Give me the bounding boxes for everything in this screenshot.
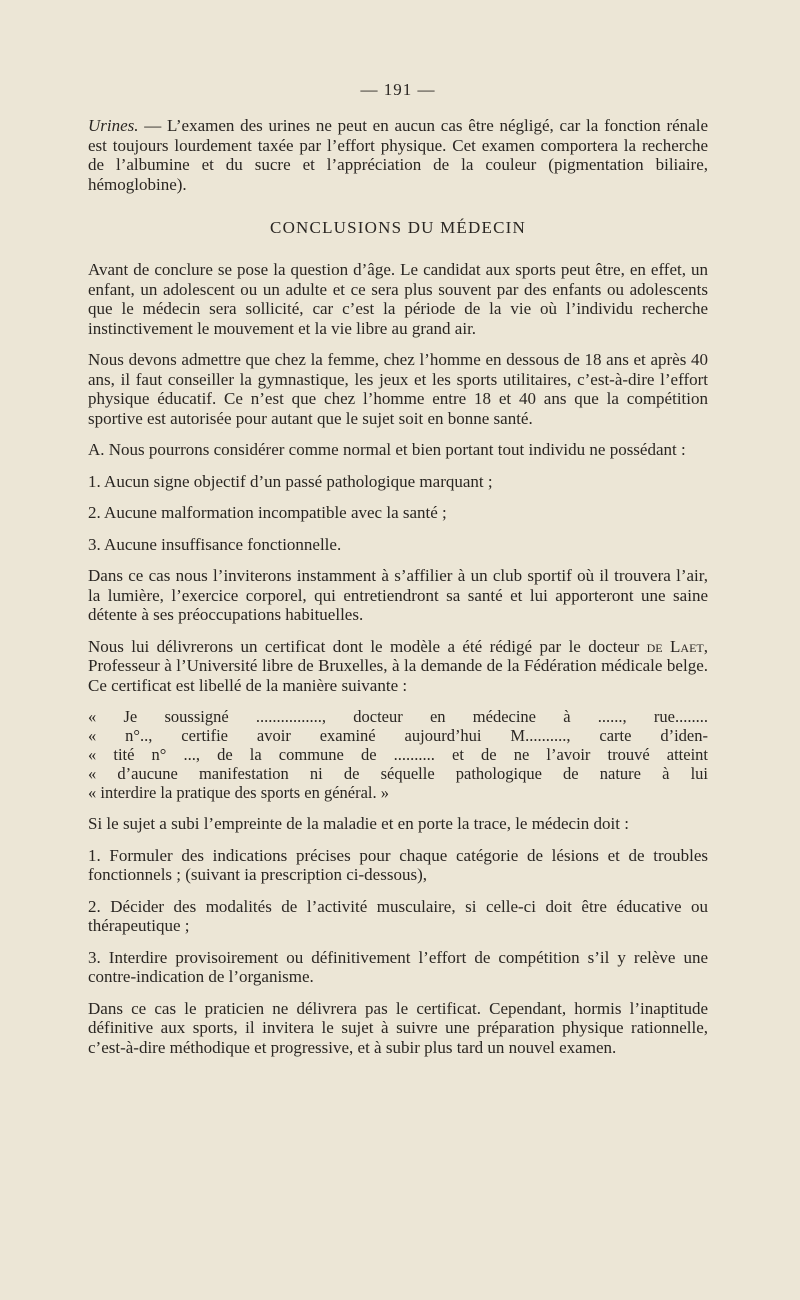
paragraph-a-intro: A. Nous pourrons considérer comme normal et bien portant tout individu ne possédant : [88,440,686,459]
list-a-item-3: 3. Aucune insuffisance fonctionnelle. [88,534,342,554]
section-title: CONCLUSIONS DU MÉDECIN [270,218,526,237]
list-a-item-1: 1. Aucun signe objectif d’un passé pathologique marquant ; [88,471,493,491]
paragraph-admettre: Nous devons admettre que chez la femme, chez l’homme en dessous de 18 ans et après 40 ans, il faut conseiller la gymnastique, les jeux et les sports utilitaires, c’est-à-dire l’effort physique éducatif. Ce n’est que chez l’homme entre 18 et 40 ans que la compétition sportive est autorisée pour autant que le sujet soit en bonne santé. [88,350,708,428]
paragraph-praticien: Dans ce cas le praticien ne délivrera pas le certificat. Cependant, hormis l’inaptitude définitive aux sports, il invitera le sujet à suivre une préparation physique rationnelle, c’est-à-dire méthodique et progressive, et à subir plus tard un nouvel examen. [88,998,708,1057]
certificate-template [88,707,708,802]
urines-lead: Urines. [88,116,139,135]
certificate-line-1: « Je soussigné ................, docteur en médecine à ......, rue........ [88,707,708,726]
paragraph-inviterons: Dans ce cas nous l’inviterons instamment à s’affilier à un club sportif où il trouvera l’air, la lumière, l’exercice corporel, qui entretiendront sa santé et lui apporteront une saine détente à ses préoccupations habituelles. [88,566,708,624]
certificat-text-b: , Professeur à l’Université libre de Bruxelles, à la demande de la Fédération médicale belge. Ce certificat est libellé de la manière suivante : [88,636,708,695]
certificate-line-5: « interdire la pratique des sports en général. » [88,783,390,802]
certificate-line-2: « n°.., certifie avoir examiné aujourd’hui M.........., carte d’iden- [88,726,708,745]
paragraph-age: Avant de conclure se pose la question d’âge. Le candidat aux sports peut être, en effet, un enfant, un adolescent ou un adulte et ce sera plus souvent par des enfants ou adolescents que le médecin sera sollicité, car c’est la période de la vie où l’individu recherche instinctivement le mouvement et la vie libre au grand air. [88,260,708,338]
list-a-item-2: 2. Aucune malformation incompatible avec la santé ; [88,503,447,522]
certificate-line-4: « d’aucune manifestation ni de séquelle pathologique de nature à lui [88,764,708,783]
urines-text: — L’examen des urines ne peut en aucun cas être négligé, car la fonction rénale est toujours lourdement taxée par l’effort physique. Cet examen comportera la recherche de l’albumine et du sucre et l’appréciation de la couleur (pigmentation biliaire, hémoglobine). [88,116,708,194]
list-b-item-2: 2. Décider des modalités de l’activité musculaire, si celle-ci doit être éducative ou thérapeutique ; [88,896,708,935]
paragraph-empreinte: Si le sujet a subi l’empreinte de la maladie et en porte la trace, le médecin doit : [88,814,629,833]
certificat-text-a: Nous lui délivrerons un certificat dont le modèle a été rédigé par le docteur [88,636,647,656]
author-name: de Laet [646,636,704,656]
list-b-item-3: 3. Interdire provisoirement ou définitivement l’effort de compétition s’il y relève une contre-indication de l’organisme. [88,947,708,986]
page-number: — 191 — [360,80,436,99]
list-b-item-1: 1. Formuler des indications précises pour chaque catégorie de lésions et de troubles fonctionnels ; (suivant ia prescription ci-dessous), [88,845,708,884]
certificate-line-3: « tité n° ..., de la commune de .......... et de ne l’avoir trouvé atteint [88,745,708,764]
paragraph-certificat [88,637,708,696]
paragraph-urines [88,116,708,194]
